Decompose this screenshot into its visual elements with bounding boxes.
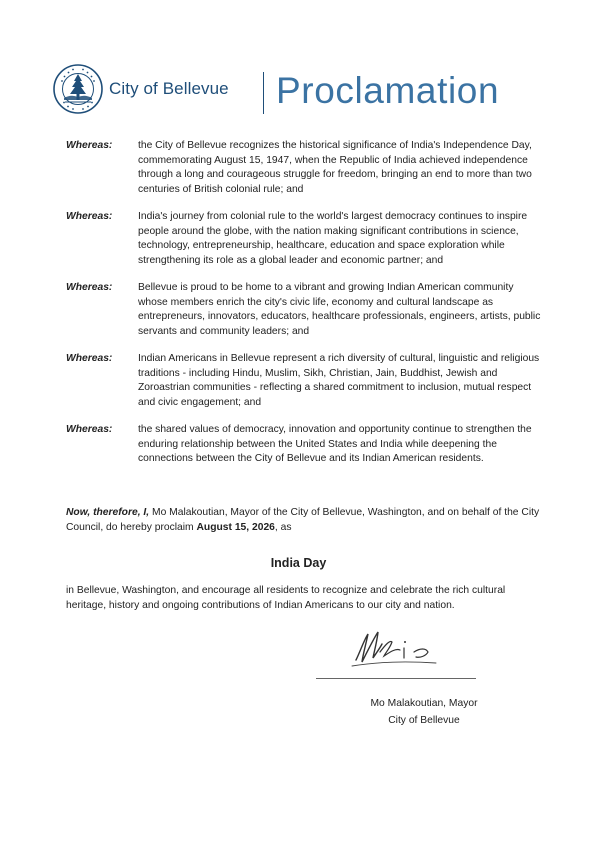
clause-label: Whereas: xyxy=(66,140,113,151)
whereas-clause xyxy=(66,352,541,410)
whereas-clause xyxy=(66,139,541,197)
closing-paragraph: in Bellevue, Washington, and encourage all residents to recognize and celebrate the rich cultural heritage, history and ongoing contributions of Indian Americans to our city and nation. xyxy=(66,585,506,611)
resolution-lead: Now, therefore, I, xyxy=(66,507,150,518)
signature-line xyxy=(316,678,476,679)
clause-label: Whereas: xyxy=(66,424,113,435)
resolution-body: Mo Malakoutian, Mayor of the City of Bellevue, Washington, and on behalf of the City Council, do hereby proclaim xyxy=(66,507,540,533)
clause-text: the City of Bellevue recognizes the historical significance of India's Independence Day, commemorating August 15, 1947, when the Republic of India achieved independence through a long and courageous struggle for freedom, bringing an end to more than two centuries of British colonial rule; and xyxy=(138,140,532,195)
document-title: Proclamation xyxy=(276,70,500,111)
clause-label: Whereas: xyxy=(66,353,113,364)
clause-text: India's journey from colonial rule to the world's largest democracy continues to inspire people around the globe, with the nation making significant contributions in science, technology, entrepreneurship, healthcare, education and space exploration while strengthening its role as a global leader and economic partner; and xyxy=(138,211,528,266)
whereas-clauses xyxy=(66,139,541,480)
whereas-clause xyxy=(66,423,541,467)
clause-text: Bellevue is proud to be home to a vibrant and growing Indian American community whose members enrich the city's civic life, economy and cultural landscape as entrepreneurs, innovators, educators, healthcare professionals, engineers, artists, public servants and community leaders; and xyxy=(138,282,541,337)
clause-text: the shared values of democracy, innovation and opportunity continue to strengthen the enduring relationship between the United States and India while deepening the connections between the City of Bellevue and its Indian American residents. xyxy=(138,424,532,464)
signer-name: Mo Malakoutian, Mayor xyxy=(370,698,478,709)
city-seal-logo xyxy=(52,63,104,115)
clause-label: Whereas: xyxy=(66,211,113,222)
whereas-clause xyxy=(66,281,541,339)
clause-label: Whereas: xyxy=(66,282,113,293)
header-divider xyxy=(263,72,264,114)
mayor-signature xyxy=(346,622,454,672)
resolution-paragraph xyxy=(66,506,546,535)
letterhead xyxy=(52,58,552,118)
clause-text: Indian Americans in Bellevue represent a rich diversity of cultural, linguistic and religious traditions - including Hindu, Muslim, Sikh, Christian, Jain, Buddhist, Jewish and Zoroastrian communities - reflecting a shared commitment to inclusion, mutual respect and civic engagement; and xyxy=(138,353,540,408)
day-title: India Day xyxy=(270,556,327,570)
whereas-clause xyxy=(66,210,541,268)
signer-org: City of Bellevue xyxy=(388,715,460,726)
org-name: City of Bellevue xyxy=(109,79,229,98)
resolution-tail: , as xyxy=(274,521,292,533)
proclamation-date: August 15, 2026 xyxy=(196,521,275,533)
signer-block xyxy=(300,695,548,729)
